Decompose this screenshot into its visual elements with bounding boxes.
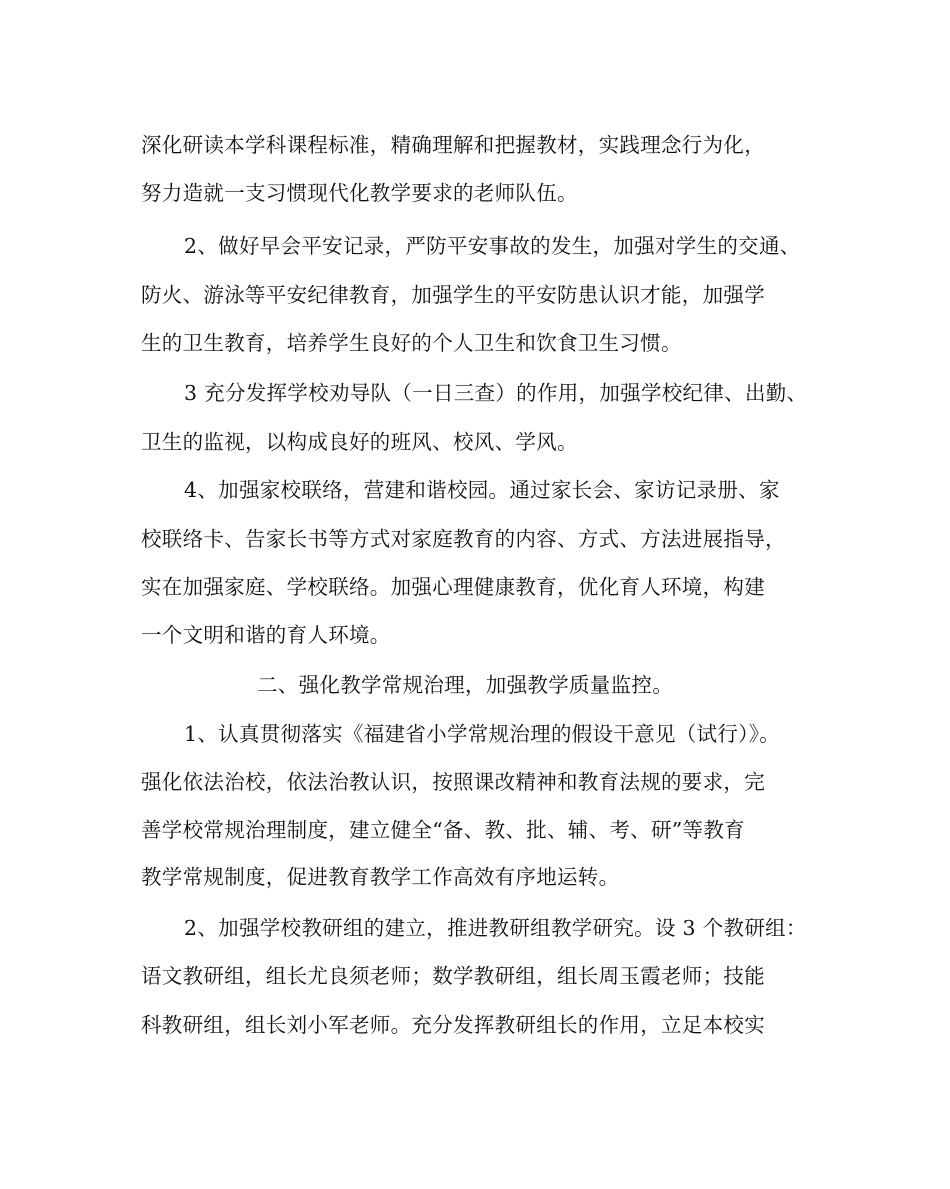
text-line: 卫生的监视，以构成良好的班风、校风、学风。 [141,430,578,454]
paragraph-start: 3 充分发挥学校劝导队（一日三查）的作用，加强学校纪律、出勤、 [184,381,808,405]
text-line: 努力造就一支习惯现代化教学要求的老师队伍。 [141,181,578,205]
text-line: 深化研读本学科课程标准，精确理解和把握教材，实践理念行为化， [141,133,765,157]
text-line: 实在加强家庭、学校联络。加强心理健康教育，优化育人环境，构建 [141,575,765,599]
text-line: 教学常规制度，促进教育教学工作高效有序地运转。 [141,865,620,889]
text-line: 语文教研组，组长尤良须老师；数学教研组，组长周玉霞老师；技能 [141,964,765,988]
paragraph-start: 2、加强学校教研组的建立，推进教研组教学研究。设 3 个教研组： [184,916,807,940]
text-line: 校联络卡、告家长书等方式对家庭教育的内容、方式、方法进展指导， [141,527,786,551]
text-line: 善学校常规治理制度，建立健全“备、教、批、辅、考、研”等教育 [141,818,745,842]
text-line: 防火、游泳等平安纪律教育，加强学生的平安防患认识才能，加强学 [141,283,765,307]
paragraph-start: 4、加强家校联络，营建和谐校园。通过家长会、家访记录册、家 [184,478,780,502]
section-heading: 二、强化教学常规治理，加强教学质量监控。 [257,673,673,697]
text-line: 生的卫生教育，培养学生良好的个人卫生和饮食卫生习惯。 [141,331,682,355]
paragraph-start: 2、做好早会平安记录，严防平安事故的发生，加强对学生的交通、 [184,234,801,258]
text-line: 一个文明和谐的育人环境。 [141,623,391,647]
text-line: 强化依法治校，依法治教认识，按照课改精神和教育法规的要求，完 [141,770,765,794]
paragraph-start: 1、认真贯彻落实《福建省小学常规治理的假设干意见（试行）》。 [184,722,781,746]
text-line: 科教研组，组长刘小军老师。充分发挥教研组长的作用，立足本校实 [141,1013,765,1037]
